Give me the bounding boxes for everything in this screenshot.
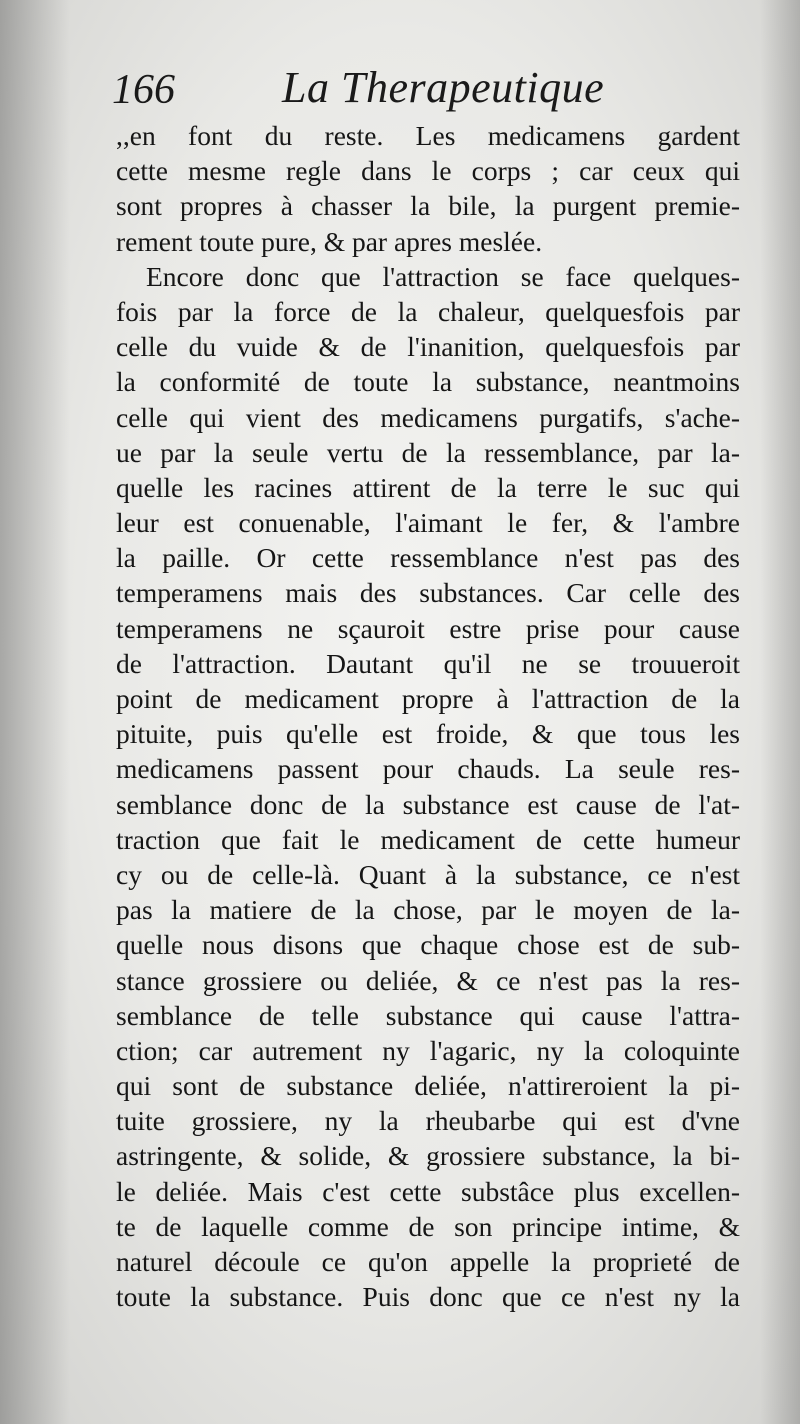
text-line: tuite grossiere, ny la rheubarbe qui est d'vne bbox=[116, 1105, 740, 1137]
text-line: quelle nous disons que chaque chose est de sub- bbox=[116, 929, 740, 961]
text-line: rement toute pure, & par apres meslée. bbox=[116, 225, 543, 257]
page-number: 166 bbox=[112, 67, 175, 113]
text-line: qui sont de substance deliée, n'attireroient la pi- bbox=[116, 1070, 740, 1102]
page-edge-shadow-right bbox=[760, 0, 800, 1424]
text-line: fois par la force de la chaleur, quelquesfois par bbox=[116, 295, 740, 327]
text-line: ue par la seule vertu de la ressemblance, par la- bbox=[116, 436, 740, 468]
text-line: sont propres à chasser la bile, la purgent premie- bbox=[116, 190, 740, 222]
text-line: temperamens ne sçauroit estre prise pour cause bbox=[116, 612, 740, 644]
text-line: pituite, puis qu'elle est froide, & que tous les bbox=[116, 718, 740, 750]
text-line: semblance de telle substance qui cause l'attra- bbox=[116, 999, 740, 1031]
text-line: te de laquelle comme de son principe intime, & bbox=[116, 1210, 740, 1242]
text-line: medicamens passent pour chauds. La seule res- bbox=[116, 753, 740, 785]
running-title: La Therapeutique bbox=[282, 63, 605, 112]
text-line: point de medicament propre à l'attraction de la bbox=[116, 683, 740, 714]
text-line: temperamens mais des substances. Car celle des bbox=[116, 577, 740, 609]
text-line: astringente, & solide, & grossiere substance, la bi- bbox=[116, 1140, 740, 1172]
text-line: semblance donc de la substance est cause de l'at- bbox=[116, 788, 740, 820]
text-line: cette mesme regle dans le corps ; car ceux qui bbox=[116, 155, 740, 187]
text-line: la paille. Or cette ressemblance n'est pas des bbox=[116, 542, 740, 574]
text-line: leur est conuenable, l'aimant le fer, & l'ambre bbox=[116, 507, 740, 539]
text-line: quelle les racines attirent de la terre le suc qui bbox=[116, 471, 740, 503]
body-text bbox=[116, 118, 740, 1314]
text-line: celle qui vient des medicamens purgatifs, s'ache- bbox=[116, 401, 740, 433]
page-edge-shadow-left bbox=[0, 0, 70, 1424]
text-line: ction; car autrement ny l'agaric, ny la coloquinte bbox=[116, 1034, 740, 1066]
text-line: le deliée. Mais c'est cette substâce plus excellen- bbox=[116, 1175, 740, 1207]
running-head bbox=[112, 62, 752, 112]
text-line: stance grossiere ou deliée, & ce n'est pas la res- bbox=[116, 964, 740, 996]
text-line: toute la substance. Puis donc que ce n'est ny la bbox=[116, 1281, 740, 1313]
text-line: ,,en font du reste. Les medicamens gardent bbox=[116, 120, 740, 151]
text-line: cy ou de celle-là. Quant à la substance, ce n'est bbox=[116, 858, 740, 890]
text-line: pas la matiere de la chose, par le moyen de la- bbox=[116, 894, 740, 926]
text-line: Encore donc que l'attraction se face quelques- bbox=[146, 260, 740, 292]
text-line: la conformité de toute la substance, neantmoins bbox=[116, 366, 740, 398]
text-line: traction que fait le medicament de cette humeur bbox=[116, 823, 740, 855]
text-line: naturel découle ce qu'on appelle la proprieté de bbox=[116, 1246, 740, 1277]
text-line: de l'attraction. Dautant qu'il ne se trouueroit bbox=[116, 647, 740, 679]
text-line: celle du vuide & de l'inanition, quelquesfois par bbox=[116, 331, 740, 363]
